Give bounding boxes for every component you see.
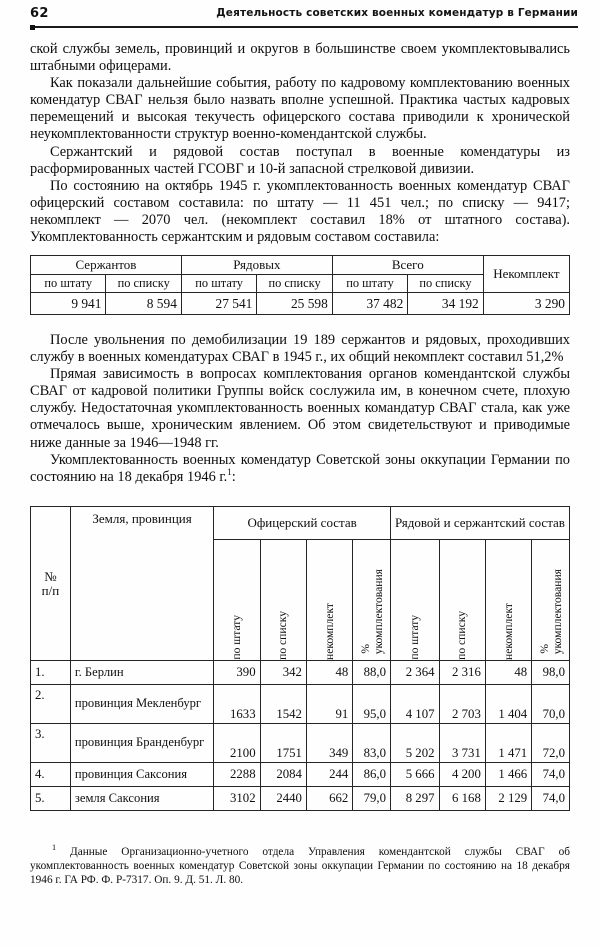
table-staffing-totals bbox=[30, 255, 570, 315]
cell-enlisted-pct: 70,0 bbox=[532, 685, 570, 724]
cell-enlisted-by-list: 6 168 bbox=[439, 787, 485, 811]
table-1-sub-privates-list: по списку bbox=[257, 275, 332, 293]
running-head-rule bbox=[30, 26, 578, 28]
cell-enlisted-by-staff: 2 364 bbox=[391, 661, 440, 685]
cell-officers-pct: 95,0 bbox=[353, 685, 391, 724]
cell-officers-by-staff: 3102 bbox=[214, 787, 260, 811]
table-row bbox=[31, 685, 570, 724]
table-row bbox=[31, 293, 570, 315]
cell-enlisted-by-list: 2 316 bbox=[439, 661, 485, 685]
footnote bbox=[30, 845, 570, 888]
table-1-sub-total-staff: по штату bbox=[332, 275, 407, 293]
cell-enlisted-by-staff: 8 297 bbox=[391, 787, 440, 811]
rotated-label: по штату bbox=[229, 615, 243, 660]
cell-enlisted-shortage: 48 bbox=[485, 661, 531, 685]
cell-officers-shortage: 91 bbox=[306, 685, 352, 724]
cell-enlisted-pct: 72,0 bbox=[532, 724, 570, 763]
row-region: провинция Саксония bbox=[70, 763, 213, 787]
row-number: 1. bbox=[31, 661, 71, 685]
rotated-label: некомплект bbox=[501, 603, 515, 660]
cell-officers-shortage: 48 bbox=[306, 661, 352, 685]
table-1-group-header-row bbox=[31, 256, 570, 275]
table-1-sub-privates-staff: по штату bbox=[181, 275, 256, 293]
rotated-percent-label: укомплектования bbox=[551, 568, 564, 654]
table-2-head-number-sub: п/п bbox=[41, 582, 60, 598]
table-row bbox=[31, 787, 570, 811]
table-1-sub-total-list: по списку bbox=[408, 275, 483, 293]
paragraph-2: Как показали дальнейшие события, работу по кадровому комплектованию военных комендатур СВАГ нельзя было назвать вполне успешной. Практика частых кадровых перемещений и высокая текучесть офицерского состава приводили к хронической неукомплектованности структур военно-комендантской службы. bbox=[30, 75, 570, 143]
cell-officers-by-list: 2084 bbox=[260, 763, 306, 787]
cell-officers-shortage: 349 bbox=[306, 724, 352, 763]
table-row bbox=[31, 763, 570, 787]
cell-enlisted-by-staff: 4 107 bbox=[391, 685, 440, 724]
cell-enlisted-by-staff: 5 202 bbox=[391, 724, 440, 763]
table-1-cell-shortage: 3 290 bbox=[483, 293, 569, 315]
row-number: 4. bbox=[31, 763, 71, 787]
table-2-col-officers-pct bbox=[353, 540, 391, 661]
rotated-label: по штату bbox=[407, 615, 421, 660]
cell-officers-by-staff: 2288 bbox=[214, 763, 260, 787]
cell-enlisted-by-list: 4 200 bbox=[439, 763, 485, 787]
cell-enlisted-pct: 74,0 bbox=[532, 787, 570, 811]
paragraph-1: ской службы земель, провинций и округов в большинстве своем укомплектовывались штабными офицерами. bbox=[30, 41, 570, 75]
cell-officers-by-list: 2440 bbox=[260, 787, 306, 811]
cell-officers-shortage: 244 bbox=[306, 763, 352, 787]
paragraph-3: Сержантский и рядовой состав поступал в военные комендатуры из расформированных частей ГСОВГ и 10-й запасной стрелковой дивизии. bbox=[30, 143, 570, 177]
page-number: 62 bbox=[30, 6, 49, 21]
table-2-body bbox=[31, 661, 570, 811]
paragraph-5: После увольнения по демобилизации 19 189 сержантов и рядовых, проходивших службу в военных комендатурах СВАГ в 1945 г., их общий некомплект составил 51,2% bbox=[30, 332, 570, 366]
text-block-lower bbox=[30, 332, 570, 486]
cell-officers-pct: 86,0 bbox=[353, 763, 391, 787]
text-block-upper bbox=[30, 41, 570, 246]
rotated-label: по списку bbox=[276, 611, 290, 660]
cell-officers-by-list: 342 bbox=[260, 661, 306, 685]
cell-enlisted-pct: 74,0 bbox=[532, 763, 570, 787]
table-2-col-officers-by-list bbox=[260, 540, 306, 661]
table-2-head-number-symbol: № bbox=[44, 568, 57, 584]
cell-enlisted-by-staff: 5 666 bbox=[391, 763, 440, 787]
table-1 bbox=[30, 255, 570, 315]
cell-enlisted-pct: 98,0 bbox=[532, 661, 570, 685]
row-number: 2. bbox=[31, 685, 71, 724]
table-2-group-officers: Офицерский состав bbox=[214, 507, 391, 540]
table-2-group-enlisted: Рядовой и сержантский состав bbox=[391, 507, 570, 540]
table-1-cell-privates-list: 25 598 bbox=[257, 293, 332, 315]
table-2-col-enlisted-by-staff bbox=[391, 540, 440, 661]
table-2-intro-text: Укомплектованность военных комендатур Советской зоны оккупации Германии по состоянию на 18 декабря 1946 г. bbox=[30, 451, 570, 485]
table-2-head-region: Земля, провинция bbox=[70, 507, 213, 661]
table-1-cell-privates-staff: 27 541 bbox=[181, 293, 256, 315]
table-staffing-by-region bbox=[30, 506, 570, 811]
table-1-group-sergeants: Сержантов bbox=[31, 256, 182, 275]
cell-officers-shortage: 662 bbox=[306, 787, 352, 811]
table-1-sub-sergeants-staff: по штату bbox=[31, 275, 106, 293]
cell-officers-by-staff: 1633 bbox=[214, 685, 260, 724]
table-1-cell-sergeants-list: 8 594 bbox=[106, 293, 181, 315]
row-region: земля Саксония bbox=[70, 787, 213, 811]
cell-officers-by-staff: 2100 bbox=[214, 724, 260, 763]
table-2-intro bbox=[30, 452, 570, 486]
table-2-col-enlisted-pct bbox=[532, 540, 570, 661]
cell-officers-by-list: 1751 bbox=[260, 724, 306, 763]
table-1-group-privates: Рядовых bbox=[181, 256, 332, 275]
running-head bbox=[30, 6, 578, 28]
cell-enlisted-by-list: 2 703 bbox=[439, 685, 485, 724]
table-row bbox=[31, 724, 570, 763]
table-1-group-total: Всего bbox=[332, 256, 483, 275]
row-region: г. Берлин bbox=[70, 661, 213, 685]
cell-enlisted-shortage: 2 129 bbox=[485, 787, 531, 811]
table-2 bbox=[30, 506, 570, 811]
table-2-col-officers-by-staff bbox=[214, 540, 260, 661]
paragraph-4: По состоянию на октябрь 1945 г. укомплектованность военных комендатур СВАГ офицерский составом составила: по штату — 11 451 чел.; по списку — 9417; некомплект — 2070 чел. (некомплект составил 18% от штатного состава). Укомплектованность сержантским и рядовым составом составила: bbox=[30, 177, 570, 246]
table-row bbox=[31, 661, 570, 685]
row-number: 5. bbox=[31, 787, 71, 811]
cell-officers-by-list: 1542 bbox=[260, 685, 306, 724]
rotated-label: некомплект bbox=[322, 603, 336, 660]
rotated-percent-label: укомплектования bbox=[372, 568, 385, 654]
table-2-group-header-row bbox=[31, 507, 570, 540]
cell-enlisted-shortage: 1 404 bbox=[485, 685, 531, 724]
table-1-cell-sergeants-staff: 9 941 bbox=[31, 293, 106, 315]
row-region: провинция Бранденбург bbox=[70, 724, 213, 763]
row-region: провинция Мекленбург bbox=[70, 685, 213, 724]
table-1-cell-total-staff: 37 482 bbox=[332, 293, 407, 315]
cell-officers-pct: 83,0 bbox=[353, 724, 391, 763]
rotated-percent-sign: % bbox=[538, 644, 552, 654]
cell-officers-pct: 79,0 bbox=[353, 787, 391, 811]
paragraph-6: Прямая зависимость в вопросах комплектования органов комендантской службы СВАГ от кадровой политики Группы войск сослужила им, в конечном счете, плохую службу. Недостаточная укомплектованность военных командатур СВАГ стала, как уже отмечалось выше, хроническим явлением. Об этом свидетельствуют и приводимые ниже данные за 1946—1948 гг. bbox=[30, 366, 570, 451]
table-2-col-enlisted-shortage bbox=[485, 540, 531, 661]
cell-officers-pct: 88,0 bbox=[353, 661, 391, 685]
footnote-marker: 1 bbox=[52, 843, 57, 853]
running-head-title: Деятельность советских военных комендатур в Германии bbox=[216, 7, 578, 19]
cell-enlisted-shortage: 1 471 bbox=[485, 724, 531, 763]
rotated-label: по списку bbox=[455, 611, 469, 660]
rotated-percent-sign: % bbox=[359, 644, 373, 654]
table-1-sub-sergeants-list: по списку bbox=[106, 275, 181, 293]
footnote-reference: 1 bbox=[227, 466, 232, 477]
table-2-intro-trailing: : bbox=[231, 468, 236, 485]
row-number: 3. bbox=[31, 724, 71, 763]
table-1-group-shortage: Некомплект bbox=[483, 256, 569, 293]
cell-enlisted-by-list: 3 731 bbox=[439, 724, 485, 763]
table-1-cell-total-list: 34 192 bbox=[408, 293, 483, 315]
cell-enlisted-shortage: 1 466 bbox=[485, 763, 531, 787]
table-2-head-number bbox=[31, 507, 71, 661]
cell-officers-by-staff: 390 bbox=[214, 661, 260, 685]
footnote-text: Данные Организационно-учетного отдела Управления комендантской службы СВАГ об укомплектованность военных комендатур Советской зоны оккупации Германии по состоянию на 18 декабря 1946 г. ГА РФ. Ф. Р-7317. Оп. 9. Д. 51. Л. 80. bbox=[30, 846, 570, 887]
table-2-col-enlisted-by-list bbox=[439, 540, 485, 661]
table-2-col-officers-shortage bbox=[306, 540, 352, 661]
